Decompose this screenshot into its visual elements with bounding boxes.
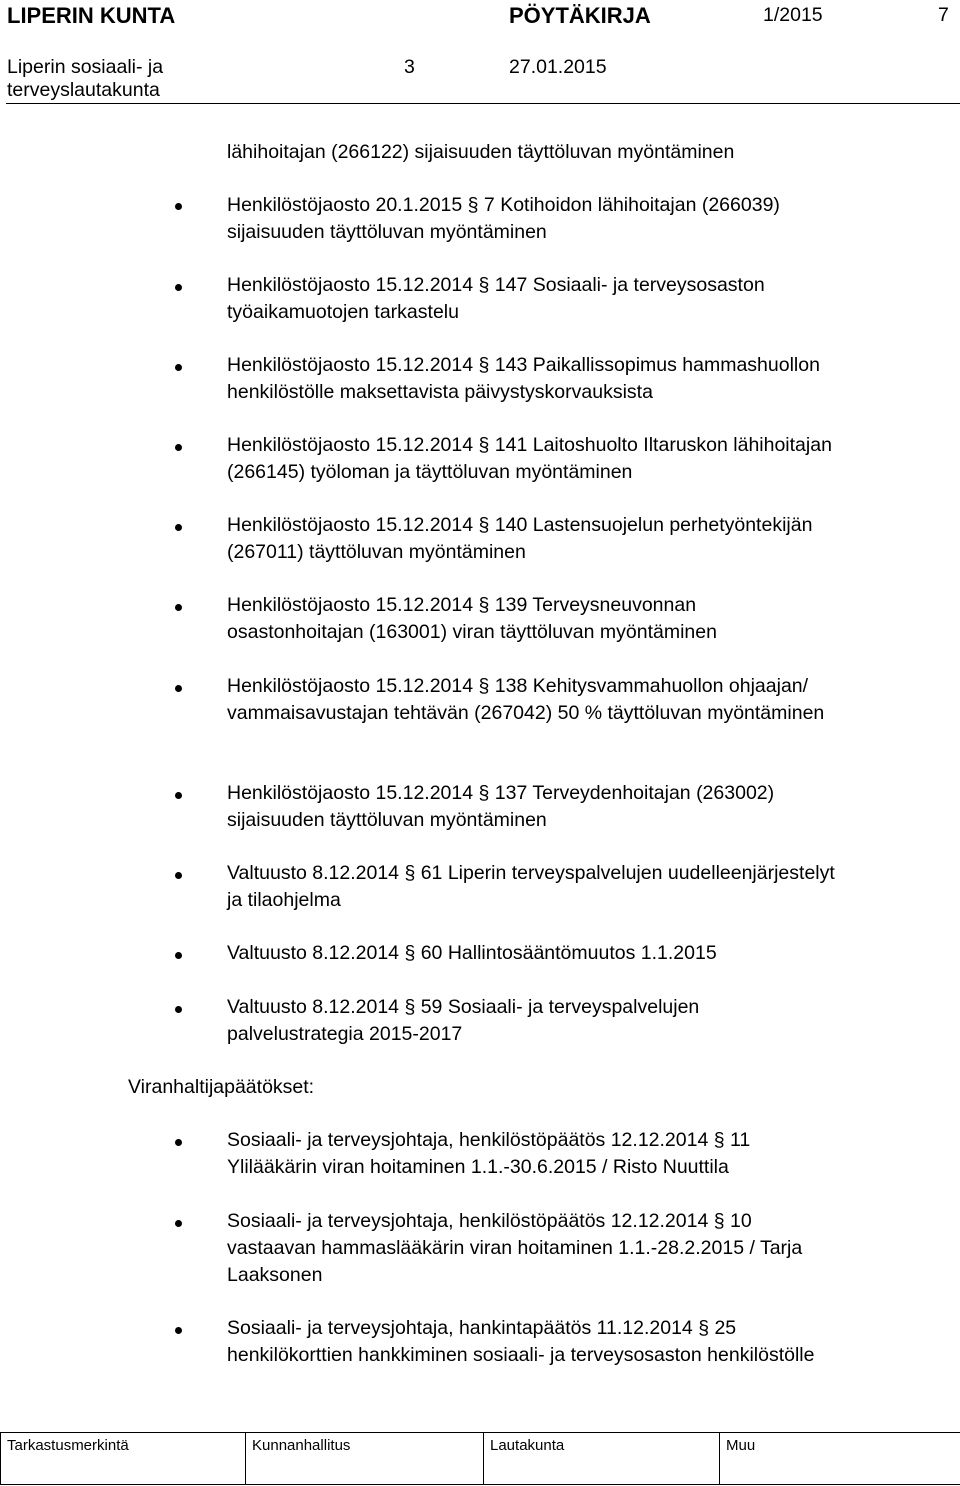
list-item-line1: Henkilöstöjaosto 15.12.2014 § 139 Terveysneuvonnan: [227, 594, 697, 616]
list-item-line1: Henkilöstöjaosto 15.12.2014 § 138 Kehitysvammahuollon ohjaajan/: [227, 675, 809, 697]
header-divider: [6, 103, 960, 104]
list-item-line3: Laaksonen: [227, 1264, 323, 1286]
body-name-line1: Liperin sosiaali- ja: [7, 56, 164, 78]
list-item-line2: Ylilääkärin viran hoitaminen 1.1.-30.6.2015 / Risto Nuuttila: [227, 1156, 729, 1178]
footer-signature-table: [0, 1432, 960, 1485]
list-item-line1: Valtuusto 8.12.2014 § 59 Sosiaali- ja terveyspalvelujen: [227, 996, 700, 1018]
bullet-icon: [175, 604, 182, 611]
list-item-line2: henkilöstölle maksettavista päivystyskorvauksista: [227, 381, 653, 403]
body-name-line2: terveyslautakunta: [7, 79, 160, 101]
list-item-line2: palvelustrategia 2015-2017: [227, 1023, 463, 1045]
list-item: [227, 780, 774, 834]
page-number: 7: [938, 4, 949, 26]
list-item-line1: Henkilöstöjaosto 15.12.2014 § 137 Terveydenhoitajan (263002): [227, 782, 775, 804]
intro-line: lähihoitajan (266122) sijaisuuden täyttöluvan myöntäminen: [227, 141, 735, 163]
list-item: [227, 592, 717, 646]
footer-cell-municipal-board: Kunnanhallitus: [246, 1433, 484, 1485]
bullet-icon: [175, 284, 182, 291]
list-item-line1: Valtuusto 8.12.2014 § 61 Liperin terveyspalvelujen uudelleenjärjestelyt: [227, 862, 835, 884]
bullet-icon: [175, 444, 182, 451]
list-item-line1: Henkilöstöjaosto 15.12.2014 § 141 Laitoshuolto Iltaruskon lähihoitajan: [227, 434, 832, 456]
list-item-line1: Sosiaali- ja terveysjohtaja, henkilöstöpäätös 12.12.2014 § 11: [227, 1129, 751, 1151]
list-item: [227, 352, 820, 406]
list-item: [227, 432, 832, 486]
list-item: [227, 1208, 802, 1289]
bullet-icon: [175, 685, 182, 692]
list-item-line2: sijaisuuden täyttöluvan myöntäminen: [227, 221, 547, 243]
meeting-date: 27.01.2015: [509, 56, 607, 78]
doc-type: PÖYTÄKIRJA: [509, 3, 651, 28]
list-item-line1: Henkilöstöjaosto 15.12.2014 § 140 Lastensuojelun perhetyöntekijän: [227, 514, 813, 536]
list-item-line2: ja tilaohjelma: [227, 889, 341, 911]
list-item-line1: Valtuusto 8.12.2014 § 60 Hallintosääntömuutos 1.1.2015: [227, 942, 717, 964]
bullet-icon: [175, 952, 182, 959]
list-item: [227, 994, 699, 1048]
footer-cell-inspection: Tarkastusmerkintä: [1, 1433, 246, 1485]
footer-cell-committee: Lautakunta: [484, 1433, 720, 1485]
list-item-line1: Sosiaali- ja terveysjohtaja, hankintapäätös 11.12.2014 § 25: [227, 1317, 737, 1339]
list-item: [227, 272, 765, 326]
org-name: LIPERIN KUNTA: [7, 3, 176, 28]
list-item-line2: sijaisuuden täyttöluvan myöntäminen: [227, 809, 547, 831]
bullet-icon: [175, 364, 182, 371]
list-item: [227, 1315, 814, 1369]
list-item-line2: (267011) täyttöluvan myöntäminen: [227, 541, 526, 563]
list-item: [227, 940, 717, 967]
bullet-icon: [175, 203, 182, 210]
bullet-icon: [175, 524, 182, 531]
list-item: [227, 860, 835, 914]
list-item-line1: Henkilöstöjaosto 15.12.2014 § 147 Sosiaali- ja terveysosaston: [227, 274, 765, 296]
list-item-line2: henkilökorttien hankkiminen sosiaali- ja terveysosaston henkilöstölle: [227, 1344, 815, 1366]
list-item: [227, 1127, 750, 1181]
list-item-line2: (266145) työloman ja täyttöluvan myöntäminen: [227, 461, 633, 483]
doc-number: 1/2015: [763, 4, 823, 26]
list-item: [227, 673, 824, 727]
bullet-icon: [175, 1139, 182, 1146]
list-item-line2: vastaavan hammaslääkärin viran hoitaminen 1.1.-28.2.2015 / Tarja: [227, 1237, 803, 1259]
footer-cell-other: Muu: [720, 1433, 960, 1485]
bullet-icon: [175, 792, 182, 799]
list-item-line1: Henkilöstöjaosto 20.1.2015 § 7 Kotihoidon lähihoitajan (266039): [227, 194, 780, 216]
bullet-icon: [175, 872, 182, 879]
section-number: 3: [404, 56, 415, 78]
list-item: [227, 192, 780, 246]
bullet-icon: [175, 1220, 182, 1227]
bullet-icon: [175, 1327, 182, 1334]
list-item-line2: osastonhoitajan (163001) viran täyttöluvan myöntäminen: [227, 621, 717, 643]
section-label-officer-decisions: Viranhaltijapäätökset:: [128, 1076, 315, 1098]
list-item-line2: työaikamuotojen tarkastelu: [227, 301, 459, 323]
list-item-line1: Sosiaali- ja terveysjohtaja, henkilöstöpäätös 12.12.2014 § 10: [227, 1210, 752, 1232]
bullet-icon: [175, 1006, 182, 1013]
list-item-line2: vammaisavustajan tehtävän (267042) 50 % täyttöluvan myöntäminen: [227, 702, 825, 724]
list-item: [227, 512, 812, 566]
list-item-line1: Henkilöstöjaosto 15.12.2014 § 143 Paikallissopimus hammashuollon: [227, 354, 820, 376]
